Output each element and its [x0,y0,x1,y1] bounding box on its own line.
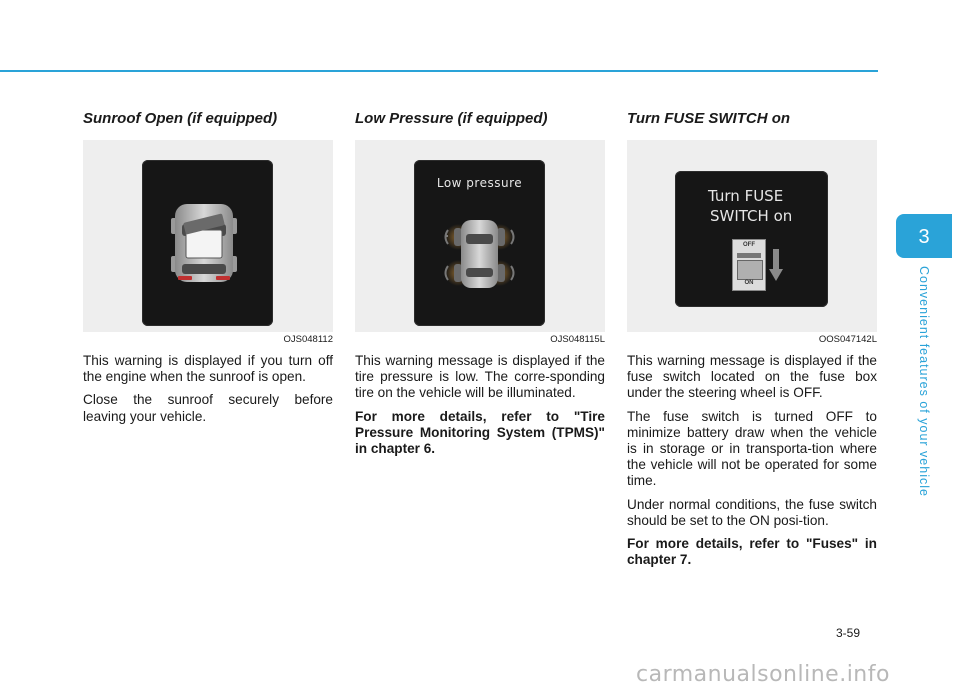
paragraph: Under normal conditions, the fuse switch should be set to the ON posi-tion. [627,496,877,528]
top-rule [0,70,878,72]
section-sunroof-open [83,110,333,425]
paragraph: This warning message is displayed if the tire pressure is low. The corre-sponding tire on the vehicle will be illuminated. [355,353,605,401]
paragraph: This warning message is displayed if the fuse switch located on the fuse box under the steering wheel is OFF. [627,353,877,401]
page-number: 3-59 [836,626,861,640]
paragraph: This warning is displayed if you turn off the engine when the sunroof is open. [83,353,333,385]
paragraph: Close the sunroof securely before leaving your vehicle. [83,392,333,424]
section-title: Low Pressure (if equipped) [355,110,548,127]
section-low-pressure [355,110,605,457]
car-tire-pressure-icon [414,160,545,326]
chapter-label-text: Convenient features of your vehicle [917,266,931,497]
chapter-tab: 3 [896,214,952,258]
figure-code: OJS048115L [550,334,605,345]
switch-off-label: OFF [743,242,755,248]
cluster-display [142,160,273,326]
arrow-down-icon [769,249,783,283]
sunroof-figure [83,140,333,332]
reference-note: For more details, refer to "Fuses" in chapter 7. [627,536,877,568]
panel-message-line1: Turn FUSE [708,187,784,205]
figure-code: OJS048112 [283,334,333,345]
paragraph: The fuse switch is turned OFF to minimize battery draw when the vehicle is in storage or in transporta-tion where the vehicle will not be operated for some time. [627,408,877,489]
cluster-display [675,171,828,307]
watermark: carmanualsonline.info [636,662,890,687]
panel-message-line2: SWITCH on [710,207,793,225]
section-fuse-switch [627,110,877,568]
low-pressure-figure [355,140,605,332]
car-sunroof-icon [142,160,273,326]
figure-code: OOS047142L [818,334,877,345]
switch-slot [737,253,761,258]
cluster-display [414,160,545,326]
panel-message: Low pressure [436,176,523,190]
section-title: Turn FUSE SWITCH on [627,110,791,127]
reference-note: For more details, refer to "Tire Pressure Monitoring System (TPMS)" in chapter 6. [355,408,605,457]
switch-lever [737,260,763,280]
fuse-switch-icon [732,239,766,291]
fuse-switch-figure [627,140,877,332]
section-title: Sunroof Open (if equipped) [83,110,278,127]
switch-on-label: ON [744,280,754,286]
